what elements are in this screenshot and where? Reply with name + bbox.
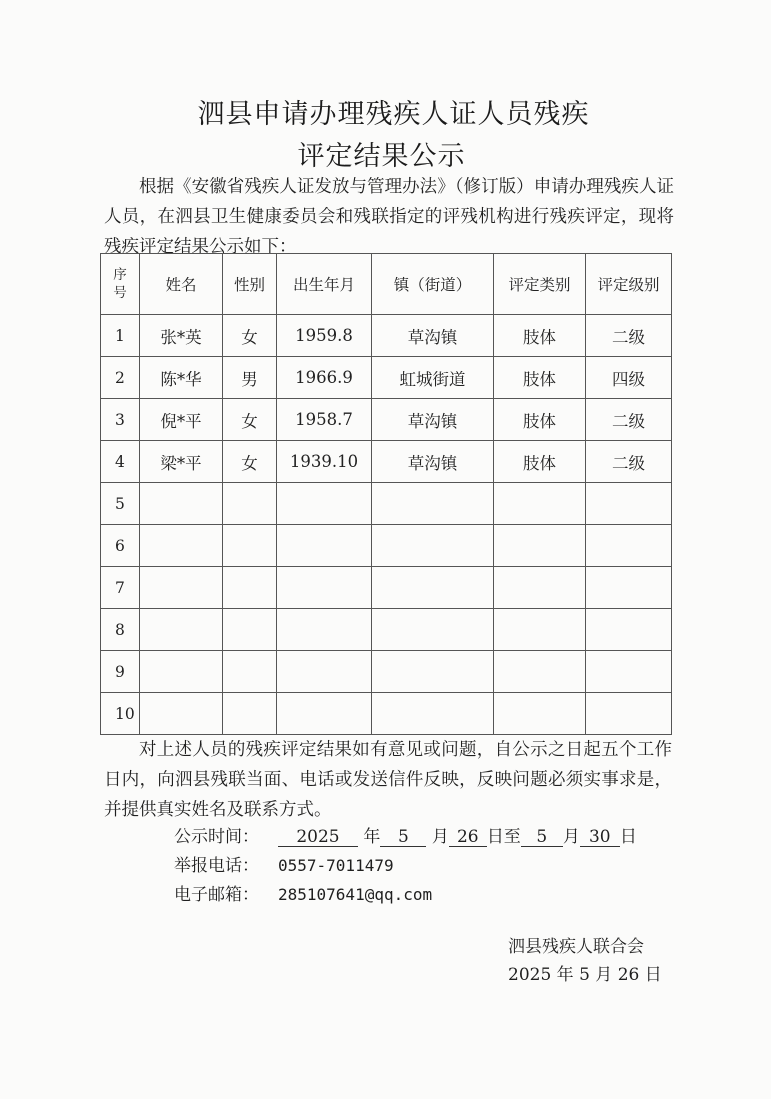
table-row [101, 483, 672, 525]
cell-category [494, 693, 586, 735]
cell-gender: 男 [223, 357, 277, 399]
cell-category: 肢体 [494, 315, 586, 357]
cell-name [140, 651, 223, 693]
cell-town: 草沟镇 [372, 315, 494, 357]
document-title-line-1: 泗县申请办理残疾人证人员残疾 [197, 99, 590, 130]
intro-paragraph: 根据《安徽省残疾人证发放与管理办法》（修订版）申请办理残疾人证人员，在泗县卫生健康委员会和残联指定的评残机构进行残疾评定，现将残疾评定结果公示如下： [104, 177, 674, 257]
cell-birth [277, 651, 372, 693]
cell-name: 倪*平 [140, 399, 223, 441]
table-row [101, 567, 672, 609]
cell-seq: 10 [101, 693, 140, 735]
notice-day-to: 日至 [486, 827, 521, 847]
table-header-row [101, 254, 672, 315]
cell-category: 肢体 [494, 399, 586, 441]
notice-start-day: 26 [449, 828, 487, 847]
table-row [101, 315, 672, 357]
cell-name: 梁*平 [140, 441, 223, 483]
report-phone-number: 0557-7011479 [278, 856, 394, 875]
cell-category: 肢体 [494, 357, 586, 399]
cell-category [494, 483, 586, 525]
cell-birth [277, 525, 372, 567]
header-category: 评定类别 [494, 254, 586, 315]
table-row [101, 693, 672, 735]
cell-level [586, 567, 672, 609]
cell-seq: 3 [101, 399, 140, 441]
cell-town: 草沟镇 [372, 399, 494, 441]
notice-end-day: 30 [580, 828, 620, 847]
notice-month-unit: 月 [431, 827, 449, 847]
cell-level [586, 483, 672, 525]
cell-category: 肢体 [494, 441, 586, 483]
cell-seq: 1 [101, 315, 140, 357]
cell-name: 陈*华 [140, 357, 223, 399]
cell-town [372, 525, 494, 567]
report-phone-label: 举报电话： [174, 856, 259, 876]
cell-gender [223, 567, 277, 609]
cell-level: 四级 [586, 357, 672, 399]
cell-town [372, 609, 494, 651]
header-name: 姓名 [140, 254, 223, 315]
cell-category [494, 609, 586, 651]
notice-end-month: 5 [521, 828, 563, 847]
header-level: 评定级别 [586, 254, 672, 315]
table-body [101, 315, 672, 735]
cell-seq: 6 [101, 525, 140, 567]
cell-town: 虹城街道 [372, 357, 494, 399]
report-phone [174, 851, 394, 876]
notice-year: 2025 [278, 828, 358, 847]
table-row [101, 357, 672, 399]
cell-level [586, 525, 672, 567]
assessment-results-table [100, 253, 672, 735]
cell-gender: 女 [223, 441, 277, 483]
objection-paragraph: 对上述人员的残疾评定结果如有意见或问题，自公示之日起五个工作日内，向泗县残联当面、电话或发送信件反映，反映问题必须实事求是，并提供真实姓名及联系方式。 [104, 740, 672, 820]
cell-gender [223, 483, 277, 525]
cell-seq: 9 [101, 651, 140, 693]
table-row [101, 609, 672, 651]
cell-birth [277, 693, 372, 735]
notice-start-month: 5 [380, 828, 426, 847]
header-seq: 序 号 [101, 254, 140, 315]
cell-level [586, 651, 672, 693]
cell-town [372, 693, 494, 735]
document-title-line-2: 评定结果公示 [297, 141, 466, 172]
cell-category [494, 651, 586, 693]
table-row [101, 651, 672, 693]
cell-town [372, 651, 494, 693]
table-row [101, 525, 672, 567]
notice-day-unit: 日 [619, 827, 637, 847]
cell-level [586, 693, 672, 735]
cell-seq: 8 [101, 609, 140, 651]
cell-town: 草沟镇 [372, 441, 494, 483]
cell-seq: 4 [101, 441, 140, 483]
cell-name [140, 567, 223, 609]
report-email [174, 880, 432, 905]
header-birth: 出生年月 [277, 254, 372, 315]
notice-period [174, 822, 637, 847]
cell-name [140, 483, 223, 525]
notice-year-unit: 年 [363, 827, 381, 847]
cell-seq: 7 [101, 567, 140, 609]
notice-period-label: 公示时间： [174, 827, 259, 847]
cell-birth [277, 567, 372, 609]
issue-date: 2025 年 5 月 26 日 [508, 965, 662, 985]
cell-town [372, 567, 494, 609]
cell-name [140, 693, 223, 735]
cell-birth: 1966.9 [277, 357, 372, 399]
cell-level: 二级 [586, 315, 672, 357]
cell-name [140, 525, 223, 567]
issuing-organization: 泗县残疾人联合会 [508, 937, 644, 957]
header-town: 镇（街道） [372, 254, 494, 315]
cell-town [372, 483, 494, 525]
cell-category [494, 525, 586, 567]
cell-name: 张*英 [140, 315, 223, 357]
report-email-label: 电子邮箱： [174, 885, 259, 905]
cell-name [140, 609, 223, 651]
cell-gender: 女 [223, 399, 277, 441]
cell-birth [277, 483, 372, 525]
cell-birth: 1939.10 [277, 441, 372, 483]
cell-category [494, 567, 586, 609]
cell-gender [223, 693, 277, 735]
notice-end-month-unit: 月 [562, 827, 580, 847]
table-row [101, 441, 672, 483]
cell-gender [223, 651, 277, 693]
cell-seq: 5 [101, 483, 140, 525]
cell-seq: 2 [101, 357, 140, 399]
cell-level: 二级 [586, 399, 672, 441]
cell-birth [277, 609, 372, 651]
cell-gender: 女 [223, 315, 277, 357]
cell-gender [223, 609, 277, 651]
report-email-address: 285107641@qq.com [278, 885, 433, 904]
header-gender: 性别 [223, 254, 277, 315]
cell-level [586, 609, 672, 651]
cell-birth: 1958.7 [277, 399, 372, 441]
table-row [101, 399, 672, 441]
cell-birth: 1959.8 [277, 315, 372, 357]
cell-level: 二级 [586, 441, 672, 483]
cell-gender [223, 525, 277, 567]
